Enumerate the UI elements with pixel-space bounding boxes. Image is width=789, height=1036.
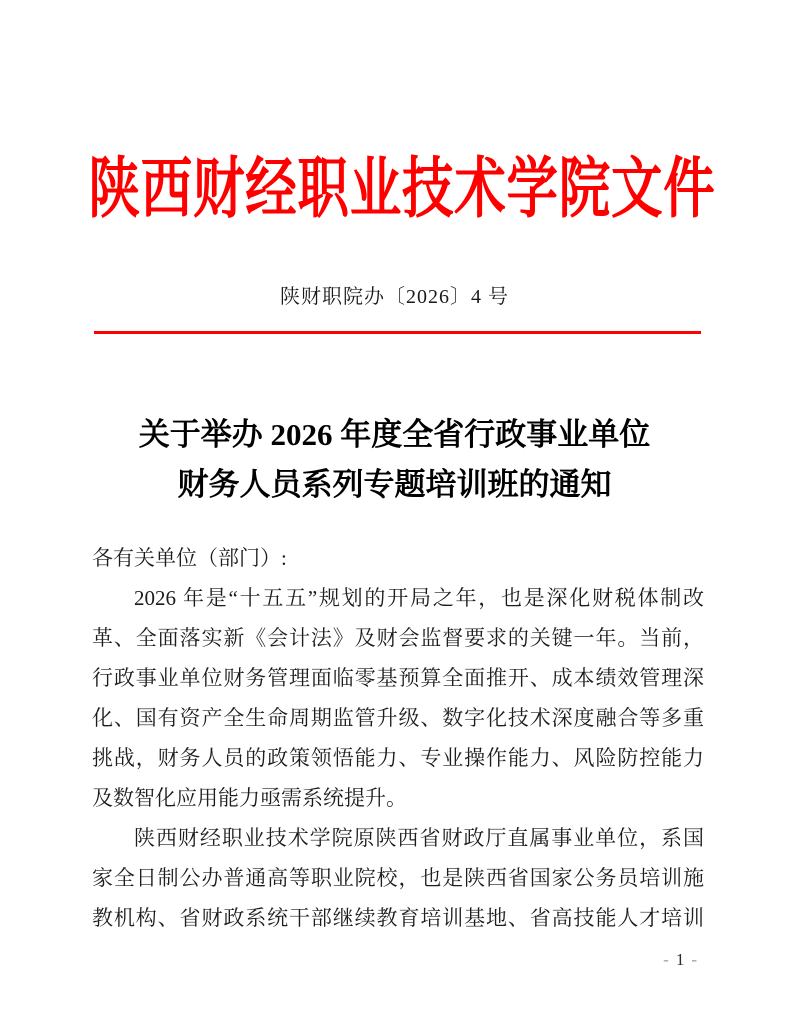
body-text-line: 挑战，财务人员的政策领悟能力、专业操作能力、风险防控能力 bbox=[92, 746, 704, 770]
body-paragraphs bbox=[92, 578, 704, 938]
page-number-dash-left: - bbox=[663, 950, 671, 969]
doc-title bbox=[0, 410, 789, 510]
body-text-line: 2026 年是“十五五”规划的开局之年，也是深化财税体制改 bbox=[134, 586, 704, 610]
salutation: 各有关单位（部门）: bbox=[92, 546, 287, 570]
body-text-line: 及数智化应用能力亟需系统提升。 bbox=[92, 786, 407, 810]
org-header bbox=[0, 153, 789, 227]
document-body bbox=[92, 538, 704, 938]
body-text-line: 行政事业单位财务管理面临零基预算全面推开、成本绩效管理深 bbox=[92, 666, 704, 690]
body-text-line: 教机构、省财政系统干部继续教育培训基地、省高技能人才培训 bbox=[92, 906, 704, 930]
page-number-value: 1 bbox=[675, 950, 687, 969]
doc-title-line-2: 财务人员系列专题培训班的通知 bbox=[177, 467, 612, 502]
doc-title-line-1: 关于举办 2026 年度全省行政事业单位 bbox=[138, 417, 651, 452]
body-text-line: 革、全面落实新《会计法》及财会监督要求的关键一年。当前， bbox=[92, 626, 704, 650]
body-text-line: 家全日制公办普通高等职业院校，也是陕西省国家公务员培训施 bbox=[92, 866, 704, 890]
red-divider-line bbox=[94, 331, 701, 334]
body-text-line: 化、国有资产全生命周期监管升级、数字化技术深度融合等多重 bbox=[92, 706, 704, 730]
page-number-dash-right: - bbox=[691, 950, 699, 969]
body-text-line: 陕西财经职业技术学院原陕西省财政厅直属事业单位，系国 bbox=[134, 826, 704, 850]
page-number bbox=[663, 950, 699, 970]
org-header-title: 陕西财经职业技术学院文件 bbox=[88, 153, 716, 226]
doc-number: 陕财职院办〔2026〕4 号 bbox=[280, 286, 509, 308]
